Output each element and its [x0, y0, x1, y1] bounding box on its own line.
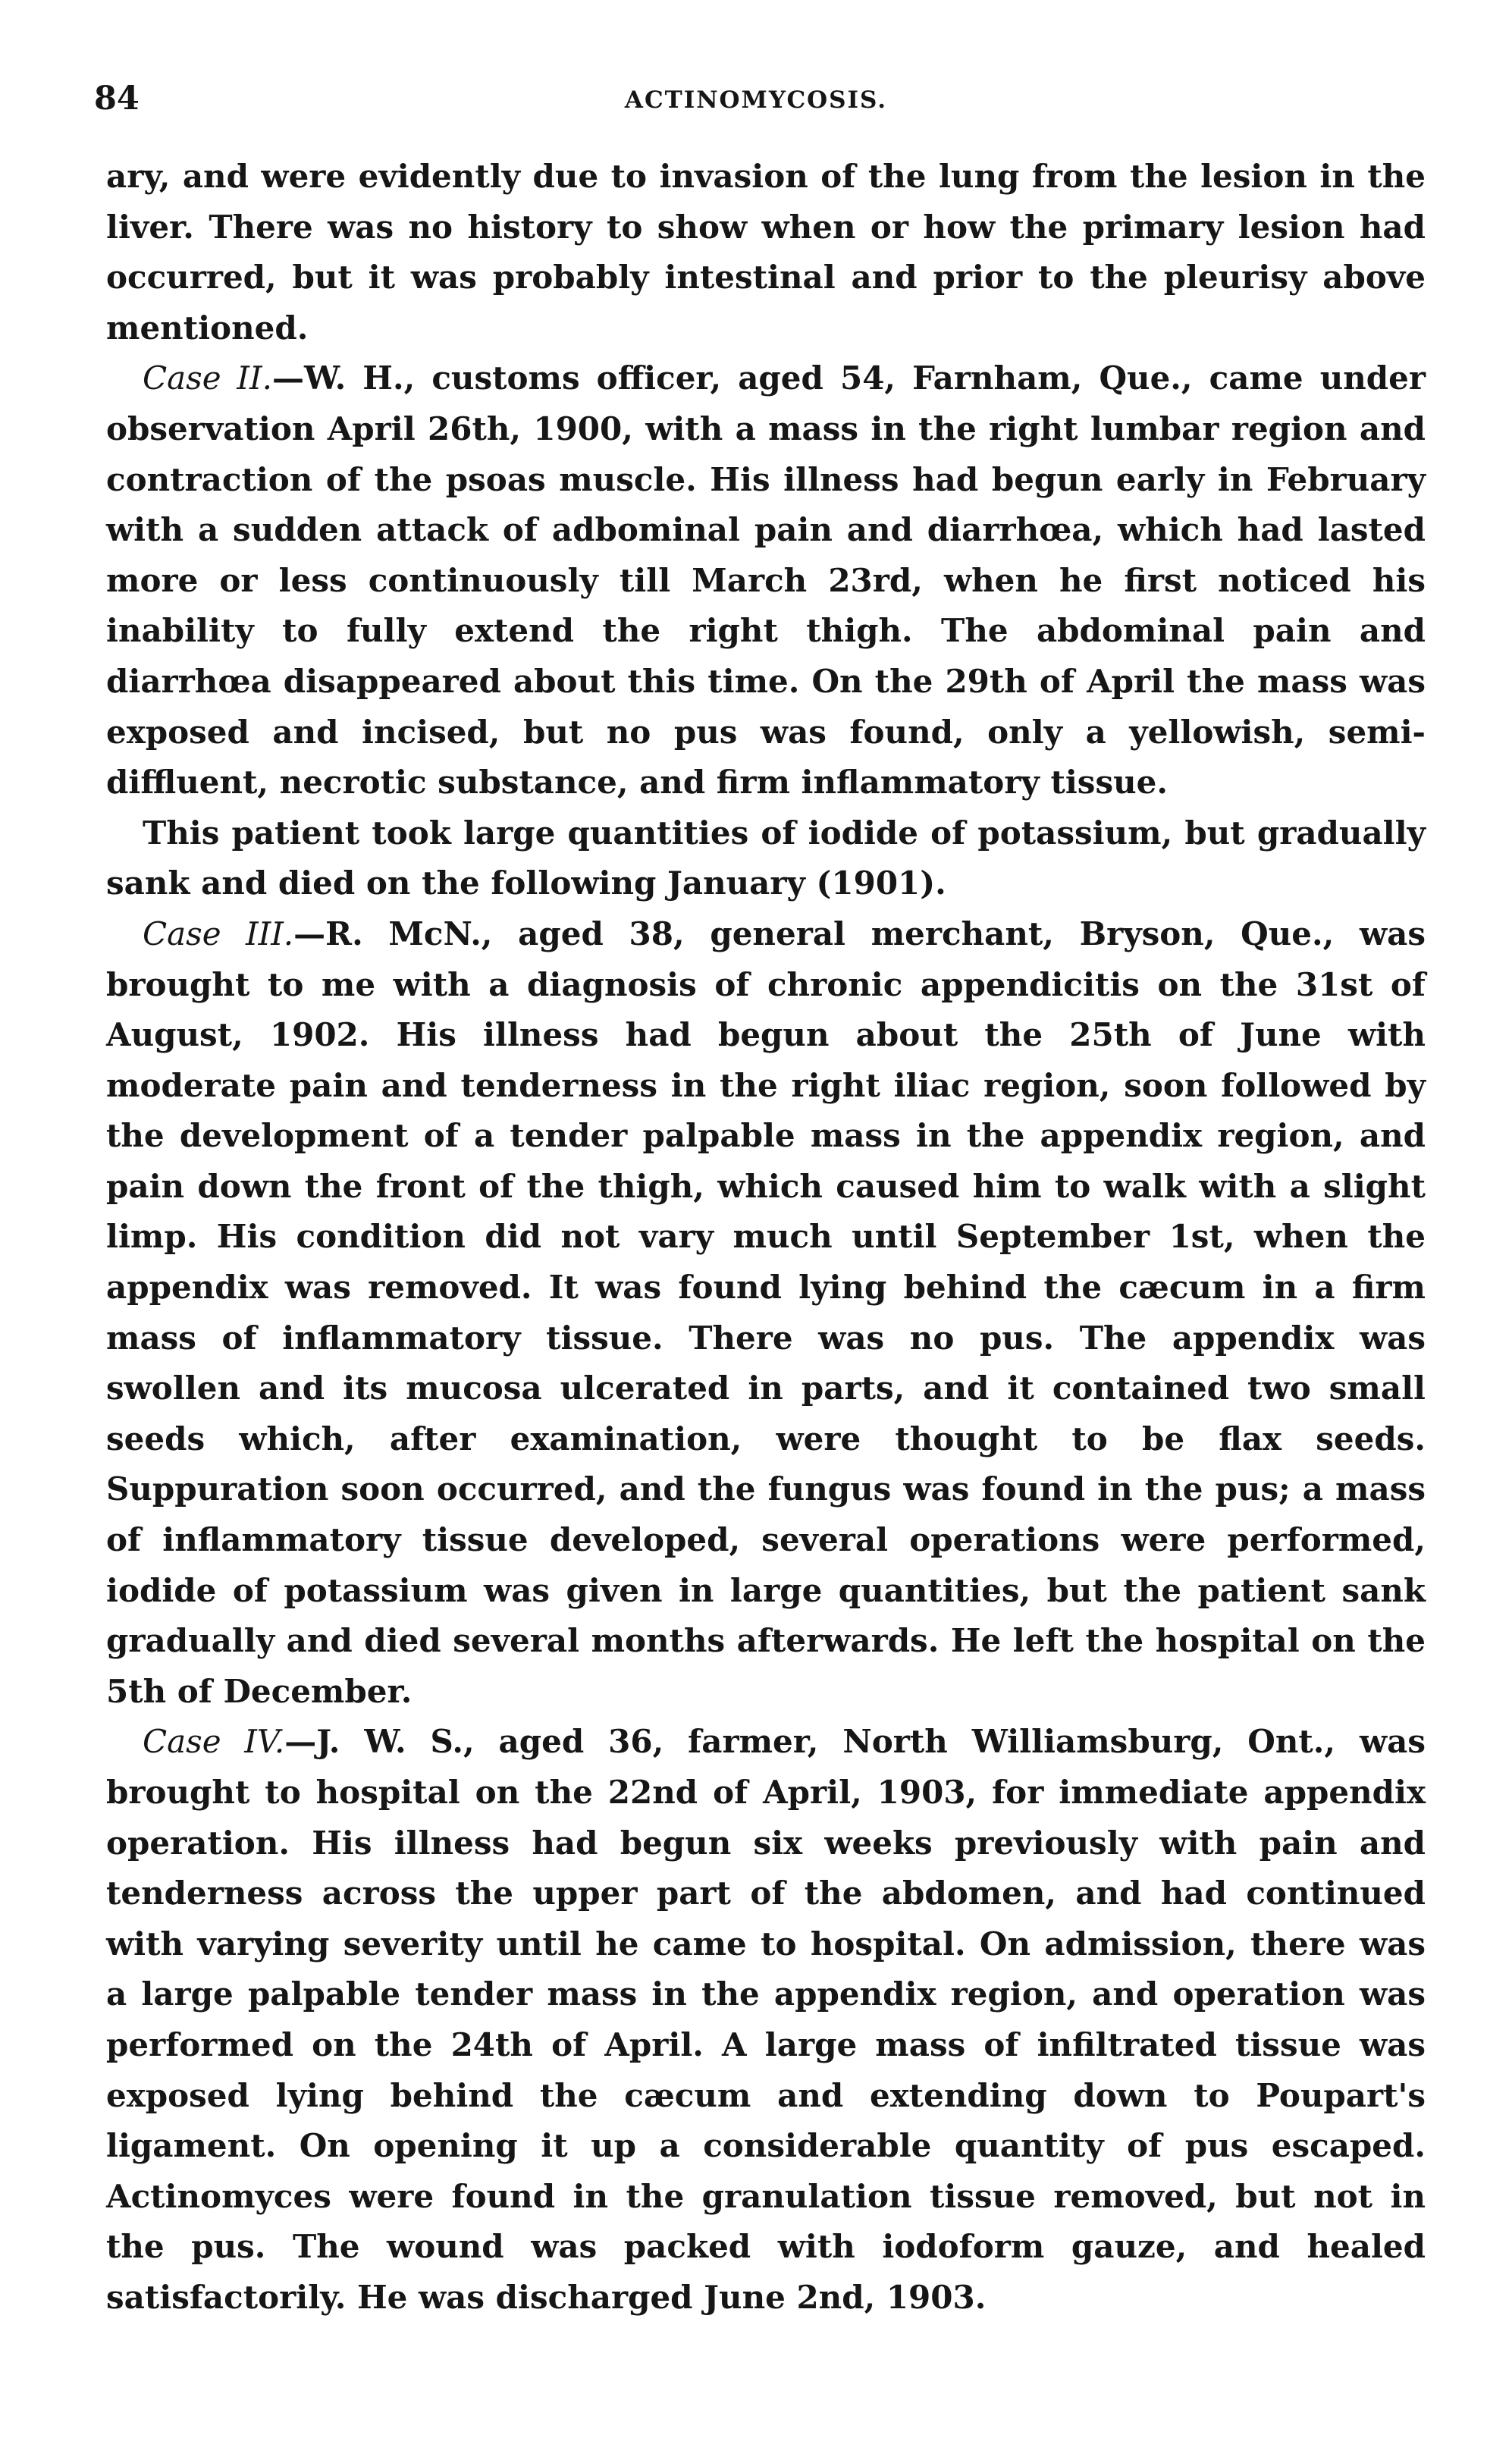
- paragraph-case-ii: [106, 353, 1426, 808]
- case-label: Case IV.: [143, 1723, 285, 1761]
- paragraph-text: This patient took large quantities of iodide of potassium, but gradually sank and died on the following January (1901).: [106, 814, 1426, 902]
- paragraph-case-iii: [106, 909, 1426, 1718]
- paragraph-continuation: [106, 152, 1426, 353]
- paragraph-text: —W. H., customs officer, aged 54, Farnham, Que., came under observation April 26th, 1900, with a mass in the right lumbar region and contraction of the psoas muscle. His illness had begun early in February with a sudden attack of adbominal pain and diarrhœa, which had lasted more or less continuously till March 23rd, when he first noticed his inability to fully extend the right thigh. The abdominal pain and diarrhœa disappeared about this time. On the 29th of April the mass was exposed and incised, but no pus was found, only a yellowish, semi-diffluent, necrotic substance, and firm inflammatory tissue.: [106, 359, 1426, 802]
- case-label: Case II.: [143, 359, 272, 397]
- paragraph-case-iv: [106, 1717, 1426, 2323]
- paragraph-text: —J. W. S., aged 36, farmer, North Williamsburg, Ont., was brought to hospital on the 22nd of April, 1903, for immediate appendix operation. His illness had begun six weeks previously with pain and tenderness across the upper part of the abdomen, and had continued with varying severity until he came to hospital. On admission, there was a large palpable tender mass in the appendix region, and operation was performed on the 24th of April. A large mass of infiltrated tissue was exposed lying behind the cæcum and extending down to Poupart's ligament. On opening it up a considerable quantity of pus escaped. Actinomyces were found in the granulation tissue removed, but not in the pus. The wound was packed with iodoform gauze, and healed satisfactorily. He was discharged June 2nd, 1903.: [106, 1723, 1426, 2316]
- page-header: [85, 76, 1427, 121]
- running-title: ACTINOMYCOSIS.: [624, 86, 888, 114]
- paragraph-case-ii-outcome: [106, 808, 1426, 909]
- paragraph-text: —R. McN., aged 38, general merchant, Bryson, Que., was brought to me with a diagnosis of chronic appendicitis on the 31st of August, 1902. His illness had begun about the 25th of June with moderate pain and tenderness in the right iliac region, soon followed by the development of a tender palpable mass in the appendix region, and pain down the front of the thigh, which caused him to walk with a slight limp. His condition did not vary much until September 1st, when the appendix was removed. It was found lying behind the cæcum in a firm mass of inflammatory tissue. There was no pus. The appendix was swollen and its mucosa ulcerated in parts, and it contained two small seeds which, after examination, were thought to be flax seeds. Suppuration soon occurred, and the fungus was found in the pus; a mass of inflammatory tissue developed, several operations were performed, iodide of potassium was given in large quantities, but the patient sank gradually and died several months afterwards. He left the hospital on the 5th of December.: [106, 915, 1426, 1710]
- case-label: Case III.: [143, 915, 294, 952]
- page-number: 84: [94, 80, 140, 118]
- body-text: [106, 152, 1426, 2323]
- paragraph-text: ary, and were evidently due to invasion of the lung from the lesion in the liver. There was no history to show when or how the primary lesion had occurred, but it was probably intestinal and prior to the pleurisy above mentioned.: [106, 158, 1426, 347]
